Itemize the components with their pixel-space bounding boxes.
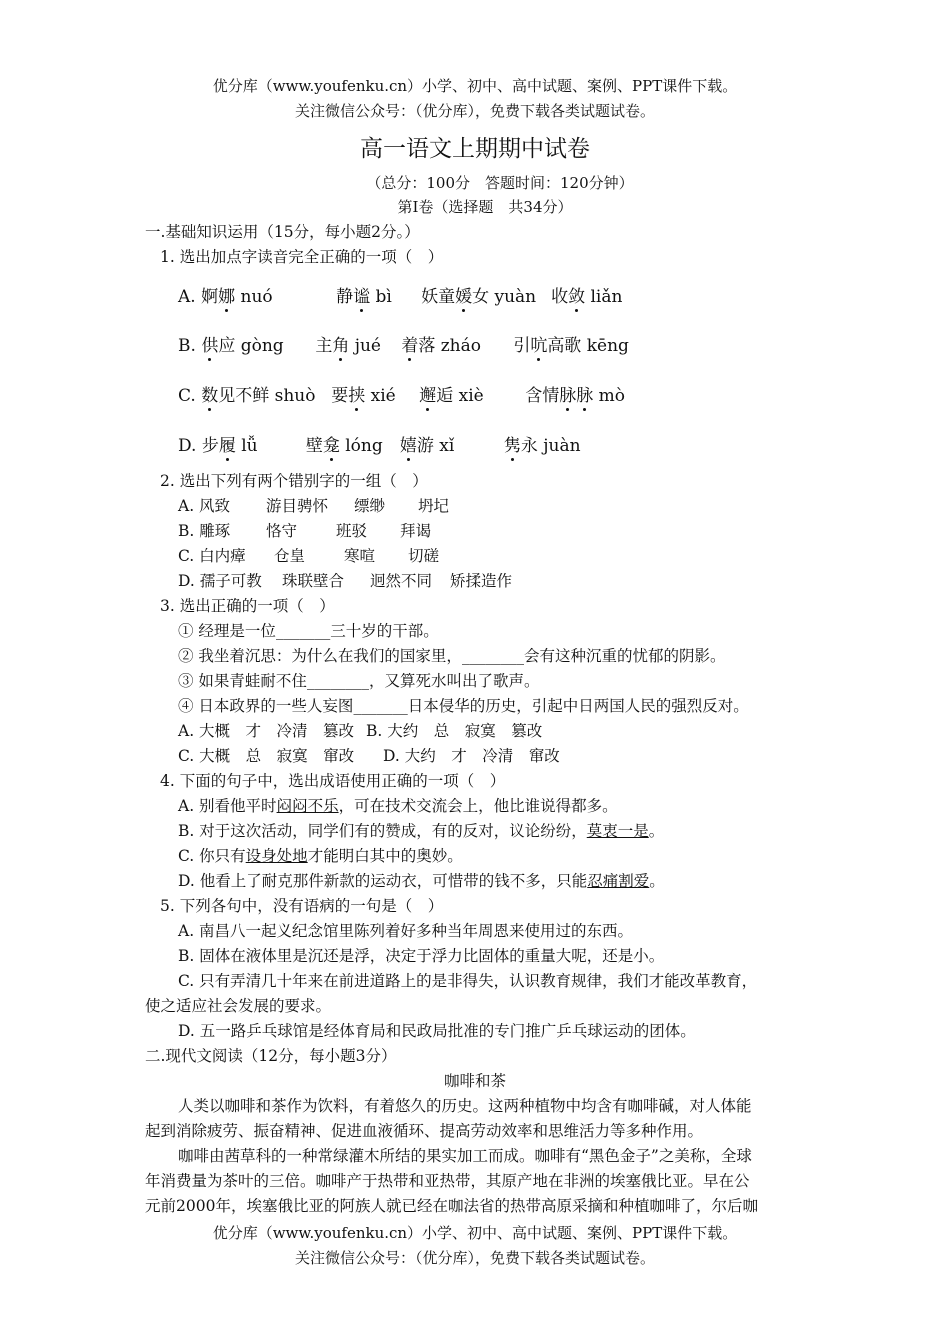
q3-options-ab: A. 大概 才 冷清 篡改 B. 大约 总 寂寞 篡改 [178, 722, 543, 740]
q1-option-c: C. 数见不鲜 shuò 要挟 xié 邂逅 xiè 含情脉脉 mò [178, 381, 625, 406]
q1-a-item2: 静谧 bì [336, 282, 421, 307]
q4-stem: 4. 下面的句子中，选出成语使用正确的一项（ ） [160, 772, 506, 790]
q1-a-item3: 妖童媛女 yuàn [421, 282, 551, 307]
q3-sentence-4: ④ 日本政界的一些人妄图_______日本侵华的历史，引起中日两国人民的强烈反对。 [178, 697, 749, 715]
q2-option-a: A. 风致 游目骋怀 缥缈 坍圮 [178, 497, 450, 515]
q1-d-item3: 嬉游 xǐ [400, 431, 504, 456]
volume-heading: 第Ⅰ卷（选择题 共34分） [397, 198, 573, 216]
q2-option-c: C. 白内瘴 仓皇 寒喧 切磋 [178, 547, 440, 565]
q1-option-b: B. 供应 gòng 主角 jué 着落 zháo 引吭高歌 kēng [178, 331, 629, 356]
q2-option-b: B. 雕琢 恪守 班驳 拜谒 [178, 522, 432, 540]
q1-c-item1: 数见不鲜 shuò [201, 381, 331, 406]
q1-b-item1: 供应 gòng [201, 331, 315, 356]
q2-option-d: D. 孺子可教 珠联壁合 迥然不同 矫揉造作 [178, 572, 513, 590]
site-footer-line2: 关注微信公众号：（优分库），免费下载各类试题试卷。 [294, 1249, 655, 1267]
q3-options-cd: C. 大概 总 寂寞 窜改 D. 大约 才 冷清 窜改 [178, 747, 560, 765]
q5-option-d: D. 五一路乒乓球馆是经体育局和民政局批准的专门推广乒乓球运动的团体。 [178, 1022, 696, 1040]
q5-option-c: C. 只有弄清几十年来在前进道路上的是非得失，认识教育规律，我们才能改革教育， [178, 972, 758, 990]
section1-heading: 一.基础知识运用（15分，每小题2分。） [145, 223, 420, 241]
q1-option-a: A. 婀娜 nuó 静谧 bì 妖童媛女 yuàn 收敛 liǎn [178, 282, 622, 307]
emphasis-char: 脉 [559, 381, 576, 406]
q1-d-item4: 隽永 juàn [504, 436, 581, 456]
q1-option-d: D. 步履 lǚ 壁龛 lóng 嬉游 xǐ 隽永 juàn [178, 431, 581, 456]
q4-option-b: B. 对于这次活动，同学们有的赞成，有的反对，议论纷纷，莫衷一是。 [178, 822, 665, 840]
q1-b-item4: 引吭高歌 kēng [513, 336, 629, 356]
q1-b-item3: 着落 zháo [401, 331, 513, 356]
q5-option-c-cont: 使之适应社会发展的要求。 [145, 997, 332, 1015]
article-title: 咖啡和茶 [443, 1072, 506, 1090]
q3-sentence-2: ② 我坐着沉思：为什么在我们的国家里，________会有这种沉重的忧郁的阴影。 [178, 647, 726, 665]
q4-option-a: A. 别看他平时闷闷不乐，可在技术交流会上，他比谁说得都多。 [178, 797, 618, 815]
q3-sentence-1: ① 经理是一位_______三十岁的干部。 [178, 622, 439, 640]
section2-heading: 二.现代文阅读（12分，每小题3分） [145, 1047, 397, 1065]
q5-option-a: A. 南昌八一起义纪念馆里陈列着好多种当年周恩来使用过的东西。 [178, 922, 634, 940]
q1-a-item4: 收敛 liǎn [551, 287, 622, 307]
article-p1-line1: 人类以咖啡和茶作为饮料，有着悠久的历史。这两种植物中均含有咖啡碱，对人体能 [178, 1097, 752, 1115]
q2-stem: 2. 选出下列有两个错别字的一组（ ） [160, 472, 428, 490]
emphasis-char: 脉 [576, 381, 593, 406]
q1-stem: 1. 选出加点字读音完全正确的一项（ ） [160, 248, 444, 266]
article-p1-line2: 起到消除疲劳、振奋精神、促进血液循环、提高劳动效率和思维活力等多种作用。 [145, 1122, 704, 1140]
q1-c-item4: 含情脉脉 mò [525, 386, 625, 406]
q1-d-item2: 壁龛 lóng [306, 431, 400, 456]
q4-option-d: D. 他看上了耐克那件新款的运动衣，可惜带的钱不多，只能忍痛割爱。 [178, 872, 665, 890]
site-footer-line1: 优分库（www.youfenku.cn）小学、初中、高中试题、案例、PPT课件下载。 [212, 1224, 738, 1242]
q1-a-item1: 婀娜 nuó [201, 282, 336, 307]
q5-stem: 5. 下列各句中，没有语病的一句是（ ） [160, 897, 444, 915]
site-header-line1: 优分库（www.youfenku.cn）小学、初中、高中试题、案例、PPT课件下载。 [212, 77, 738, 95]
q5-option-b: B. 固体在液体里是沉还是浮，决定于浮力比固体的重量大呢，还是小。 [178, 947, 665, 965]
exam-meta: （总分：100分 答题时间：120分钟） [366, 174, 634, 192]
article-p2-line2: 年消费量为茶叶的三倍。咖啡产于热带和亚热带，其原产地在非洲的埃塞俄比亚。早在公 [145, 1172, 750, 1190]
q1-d-item1: 步履 lǚ [202, 431, 306, 456]
q4-option-c: C. 你只有设身处地才能明白其中的奥妙。 [178, 847, 463, 865]
site-header-line2: 关注微信公众号：（优分库），免费下载各类试题试卷。 [294, 102, 655, 120]
q1-b-item2: 主角 jué [315, 331, 401, 356]
q3-sentence-3: ③ 如果青蛙耐不住________，又算死水叫出了歌声。 [178, 672, 540, 690]
q1-c-item3: 邂逅 xiè [419, 381, 525, 406]
q3-stem: 3. 选出正确的一项（ ） [160, 597, 335, 615]
q1-c-item2: 要挟 xié [331, 381, 419, 406]
article-p2-line1: 咖啡由茜草科的一种常绿灌木所结的果实加工而成。咖啡有“黑色金子”之美称，全球 [178, 1147, 752, 1165]
page-title: 高一语文上期期中试卷 [360, 136, 590, 162]
article-p2-line3: 元前2000年，埃塞俄比亚的阿族人就已经在咖法省的热带高原采摘和种植咖啡了，尔后咖 [145, 1197, 758, 1215]
